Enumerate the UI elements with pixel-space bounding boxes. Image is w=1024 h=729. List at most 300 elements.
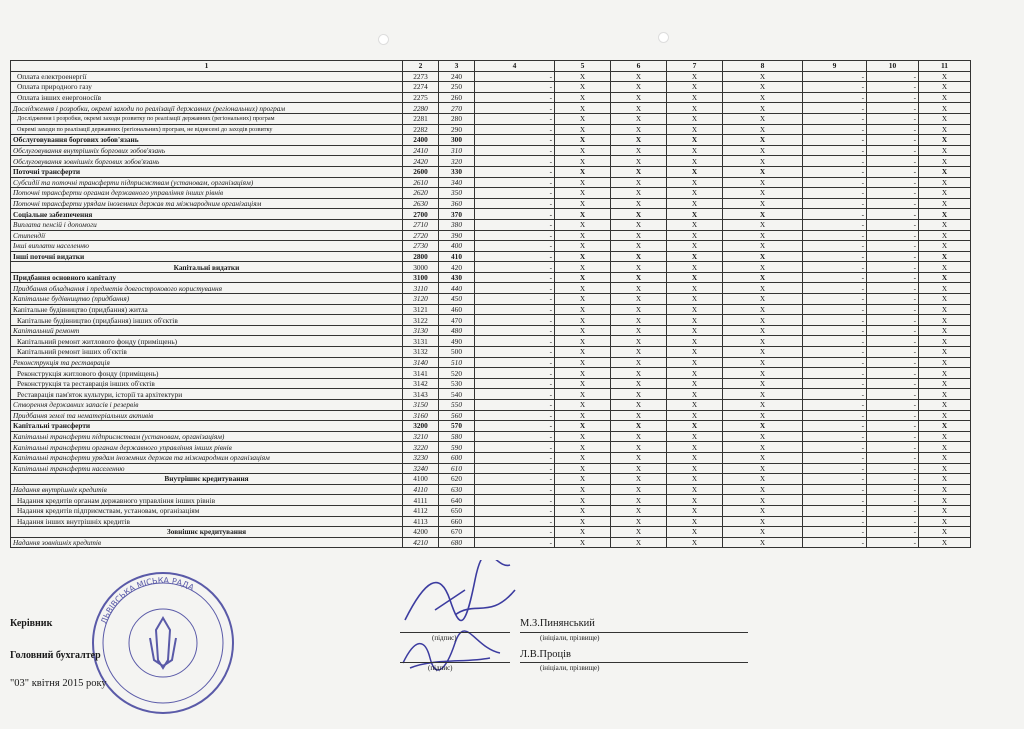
row-name-cell: Капітальні трансферти органам державного управління інших рівнів (11, 442, 403, 453)
cell-col-5: X (555, 124, 611, 135)
row-name-cell: Оплата електроенергії (11, 71, 403, 82)
cell-col-11: X (919, 135, 971, 146)
cell-col-5: X (555, 336, 611, 347)
table-row (11, 209, 971, 220)
cell-col-6: X (611, 505, 667, 516)
header-row (11, 61, 971, 72)
row-code-cell: 3122 (403, 315, 439, 326)
cell-col-10: - (867, 135, 919, 146)
row-code-cell: 2600 (403, 166, 439, 177)
row-code-cell: 3130 (403, 325, 439, 336)
cell-col-6: X (611, 156, 667, 167)
row-name-cell: Капітальний ремонт житлового фонду (приміщень) (11, 336, 403, 347)
cell-col-9: - (803, 198, 867, 209)
cell-col-11: X (919, 315, 971, 326)
cell-col-8: X (723, 474, 803, 485)
table-row (11, 251, 971, 262)
cell-col-11: X (919, 272, 971, 283)
table-row (11, 463, 971, 474)
cell-col-8: X (723, 484, 803, 495)
row-code-cell: 2281 (403, 113, 439, 124)
cell-col-9: - (803, 251, 867, 262)
table-row (11, 505, 971, 516)
column-header-10: 10 (867, 61, 919, 72)
row-number-cell: 360 (439, 198, 475, 209)
row-number-cell: 650 (439, 505, 475, 516)
cell-col-6: X (611, 209, 667, 220)
cell-col-7: X (667, 166, 723, 177)
table-row (11, 442, 971, 453)
punch-hole (378, 34, 389, 45)
table-row (11, 484, 971, 495)
cell-col-6: X (611, 357, 667, 368)
cell-col-8: X (723, 283, 803, 294)
cell-col-9: - (803, 336, 867, 347)
cell-col-9: - (803, 400, 867, 411)
table-row (11, 145, 971, 156)
row-name-cell: Обслуговування зовнішніх боргових зобов'язань (11, 156, 403, 167)
accountant-sign-caption: (підпис) (428, 664, 453, 672)
table-row (11, 262, 971, 273)
table-row (11, 336, 971, 347)
cell-col-6: X (611, 304, 667, 315)
row-name-cell: Реконструкція житлового фонду (приміщень) (11, 368, 403, 379)
cell-col-7: X (667, 484, 723, 495)
cell-col-11: X (919, 283, 971, 294)
cell-col-10: - (867, 368, 919, 379)
cell-col-5: X (555, 315, 611, 326)
cell-col-9: - (803, 219, 867, 230)
table-row (11, 103, 971, 114)
cell-col-9: - (803, 442, 867, 453)
cell-col-9: - (803, 452, 867, 463)
cell-col-5: X (555, 516, 611, 527)
cell-col-6: X (611, 219, 667, 230)
row-code-cell: 3100 (403, 272, 439, 283)
cell-col-8: X (723, 262, 803, 273)
row-number-cell: 600 (439, 452, 475, 463)
cell-col-6: X (611, 336, 667, 347)
row-name-cell: Поточні трансферти урядам іноземних держав та міжнародним організаціям (11, 198, 403, 209)
row-code-cell: 4100 (403, 474, 439, 485)
cell-col-10: - (867, 474, 919, 485)
head-sign-caption: (підпис) (432, 634, 457, 642)
cell-col-11: X (919, 219, 971, 230)
cell-col-11: X (919, 251, 971, 262)
row-name-cell: Стипендії (11, 230, 403, 241)
cell-col-5: X (555, 241, 611, 252)
cell-col-7: X (667, 368, 723, 379)
row-number-cell: 320 (439, 156, 475, 167)
cell-col-5: X (555, 82, 611, 93)
cell-col-7: X (667, 378, 723, 389)
cell-col-7: X (667, 463, 723, 474)
table-row (11, 92, 971, 103)
cell-col-6: X (611, 442, 667, 453)
row-number-cell: 410 (439, 251, 475, 262)
cell-col-5: X (555, 474, 611, 485)
row-name-cell: Поточні трансферти органам державного управління інших рівнів (11, 188, 403, 199)
row-code-cell: 2610 (403, 177, 439, 188)
cell-col-7: X (667, 241, 723, 252)
cell-col-10: - (867, 166, 919, 177)
row-code-cell: 3131 (403, 336, 439, 347)
cell-col-4: - (475, 527, 555, 538)
row-number-cell: 520 (439, 368, 475, 379)
cell-col-9: - (803, 92, 867, 103)
cell-col-5: X (555, 389, 611, 400)
cell-col-10: - (867, 145, 919, 156)
table-row (11, 113, 971, 124)
row-code-cell: 2730 (403, 241, 439, 252)
row-number-cell: 680 (439, 537, 475, 548)
cell-col-9: - (803, 272, 867, 283)
head-signature-line (400, 632, 510, 633)
cell-col-9: - (803, 463, 867, 474)
cell-col-11: X (919, 241, 971, 252)
cell-col-7: X (667, 400, 723, 411)
cell-col-10: - (867, 71, 919, 82)
table-row (11, 166, 971, 177)
cell-col-9: - (803, 304, 867, 315)
cell-col-10: - (867, 124, 919, 135)
cell-col-6: X (611, 145, 667, 156)
cell-col-4: - (475, 516, 555, 527)
table-row (11, 431, 971, 442)
table-row (11, 188, 971, 199)
cell-col-4: - (475, 283, 555, 294)
row-name-cell: Придбання обладнання і предметів довгострокового користування (11, 283, 403, 294)
table-row (11, 495, 971, 506)
row-number-cell: 590 (439, 442, 475, 453)
cell-col-9: - (803, 209, 867, 220)
row-name-cell: Капітальне будівництво (придбання) житла (11, 304, 403, 315)
table-row (11, 389, 971, 400)
cell-col-10: - (867, 527, 919, 538)
cell-col-6: X (611, 368, 667, 379)
cell-col-5: X (555, 410, 611, 421)
cell-col-11: X (919, 156, 971, 167)
cell-col-4: - (475, 92, 555, 103)
cell-col-9: - (803, 103, 867, 114)
cell-col-8: X (723, 378, 803, 389)
row-code-cell: 2620 (403, 188, 439, 199)
cell-col-6: X (611, 315, 667, 326)
row-code-cell: 2700 (403, 209, 439, 220)
cell-col-5: X (555, 325, 611, 336)
cell-col-9: - (803, 474, 867, 485)
cell-col-4: - (475, 209, 555, 220)
cell-col-6: X (611, 113, 667, 124)
cell-col-10: - (867, 452, 919, 463)
cell-col-4: - (475, 166, 555, 177)
row-name-cell: Оплата природного газу (11, 82, 403, 93)
cell-col-5: X (555, 262, 611, 273)
cell-col-5: X (555, 357, 611, 368)
cell-col-10: - (867, 113, 919, 124)
cell-col-7: X (667, 124, 723, 135)
cell-col-10: - (867, 262, 919, 273)
cell-col-8: X (723, 124, 803, 135)
row-code-cell: 3150 (403, 400, 439, 411)
cell-col-9: - (803, 527, 867, 538)
row-name-cell: Окремі заходи по реалізації державних (регіональних) програм, не віднесені до заходів розвитку (11, 124, 403, 135)
cell-col-8: X (723, 230, 803, 241)
cell-col-8: X (723, 82, 803, 93)
cell-col-9: - (803, 347, 867, 358)
cell-col-8: X (723, 368, 803, 379)
row-code-cell: 4200 (403, 527, 439, 538)
cell-col-7: X (667, 315, 723, 326)
row-number-cell: 570 (439, 421, 475, 432)
row-code-cell: 3140 (403, 357, 439, 368)
cell-col-4: - (475, 82, 555, 93)
cell-col-5: X (555, 103, 611, 114)
row-name-cell: Поточні трансферти (11, 166, 403, 177)
row-code-cell: 4113 (403, 516, 439, 527)
cell-col-5: X (555, 188, 611, 199)
cell-col-9: - (803, 378, 867, 389)
cell-col-10: - (867, 315, 919, 326)
row-code-cell: 3220 (403, 442, 439, 453)
cell-col-9: - (803, 241, 867, 252)
cell-col-6: X (611, 82, 667, 93)
cell-col-7: X (667, 537, 723, 548)
row-code-cell: 3110 (403, 283, 439, 294)
cell-col-4: - (475, 262, 555, 273)
cell-col-11: X (919, 495, 971, 506)
cell-col-4: - (475, 484, 555, 495)
cell-col-10: - (867, 251, 919, 262)
cell-col-7: X (667, 304, 723, 315)
cell-col-4: - (475, 145, 555, 156)
cell-col-4: - (475, 452, 555, 463)
cell-col-10: - (867, 410, 919, 421)
cell-col-5: X (555, 368, 611, 379)
cell-col-8: X (723, 442, 803, 453)
cell-col-9: - (803, 389, 867, 400)
row-name-cell: Капітальні видатки (11, 262, 403, 273)
cell-col-10: - (867, 463, 919, 474)
cell-col-11: X (919, 145, 971, 156)
cell-col-4: - (475, 537, 555, 548)
row-code-cell: 3200 (403, 421, 439, 432)
row-number-cell: 270 (439, 103, 475, 114)
row-code-cell: 2400 (403, 135, 439, 146)
cell-col-7: X (667, 262, 723, 273)
cell-col-8: X (723, 516, 803, 527)
row-name-cell: Соціальне забезпечення (11, 209, 403, 220)
cell-col-4: - (475, 336, 555, 347)
table-row (11, 304, 971, 315)
cell-col-7: X (667, 71, 723, 82)
cell-col-10: - (867, 421, 919, 432)
punch-hole (658, 32, 669, 43)
row-number-cell: 250 (439, 82, 475, 93)
cell-col-5: X (555, 156, 611, 167)
cell-col-10: - (867, 325, 919, 336)
cell-col-11: X (919, 484, 971, 495)
row-code-cell: 3121 (403, 304, 439, 315)
report-date: "03" квітня 2015 року (10, 678, 107, 689)
cell-col-4: - (475, 198, 555, 209)
row-number-cell: 370 (439, 209, 475, 220)
cell-col-9: - (803, 230, 867, 241)
row-number-cell: 330 (439, 166, 475, 177)
cell-col-5: X (555, 113, 611, 124)
cell-col-6: X (611, 495, 667, 506)
table-row (11, 272, 971, 283)
cell-col-7: X (667, 452, 723, 463)
accountant-label: Головний бухгалтер (10, 650, 101, 661)
row-code-cell: 3132 (403, 347, 439, 358)
cell-col-7: X (667, 431, 723, 442)
table-row (11, 294, 971, 305)
accountant-name-line (520, 662, 748, 663)
row-name-cell: Придбання основного капіталу (11, 272, 403, 283)
row-name-cell: Капітальний ремонт інших об'єктів (11, 347, 403, 358)
cell-col-11: X (919, 113, 971, 124)
row-name-cell: Реконструкція та реставрація інших об'єктів (11, 378, 403, 389)
cell-col-7: X (667, 505, 723, 516)
cell-col-6: X (611, 124, 667, 135)
table-row (11, 347, 971, 358)
cell-col-6: X (611, 431, 667, 442)
cell-col-4: - (475, 241, 555, 252)
cell-col-6: X (611, 241, 667, 252)
row-number-cell: 430 (439, 272, 475, 283)
cell-col-10: - (867, 241, 919, 252)
cell-col-11: X (919, 505, 971, 516)
cell-col-6: X (611, 537, 667, 548)
row-name-cell: Надання внутрішніх кредитів (11, 484, 403, 495)
cell-col-8: X (723, 389, 803, 400)
cell-col-5: X (555, 505, 611, 516)
row-code-cell: 2274 (403, 82, 439, 93)
cell-col-5: X (555, 219, 611, 230)
row-name-cell: Надання кредитів підприємствам, установам, організаціям (11, 505, 403, 516)
cell-col-6: X (611, 166, 667, 177)
column-header-8: 8 (723, 61, 803, 72)
table-row (11, 156, 971, 167)
cell-col-6: X (611, 262, 667, 273)
table-row (11, 474, 971, 485)
cell-col-9: - (803, 537, 867, 548)
cell-col-5: X (555, 304, 611, 315)
cell-col-8: X (723, 188, 803, 199)
row-name-cell: Зовнішнє кредитування (11, 527, 403, 538)
cell-col-8: X (723, 495, 803, 506)
expenditure-table (10, 60, 971, 548)
cell-col-4: - (475, 103, 555, 114)
cell-col-6: X (611, 198, 667, 209)
row-name-cell: Дослідження і розробки, окремі заходи по реалізації державних (регіональних) програм (11, 103, 403, 114)
row-name-cell: Виплата пенсій і допомоги (11, 219, 403, 230)
row-name-cell: Капітальне будівництво (придбання) інших об'єктів (11, 315, 403, 326)
cell-col-4: - (475, 230, 555, 241)
row-name-cell: Капітальні трансферти підприємствам (установам, організаціям) (11, 431, 403, 442)
cell-col-11: X (919, 304, 971, 315)
cell-col-6: X (611, 71, 667, 82)
cell-col-10: - (867, 283, 919, 294)
column-header-7: 7 (667, 61, 723, 72)
cell-col-4: - (475, 421, 555, 432)
cell-col-8: X (723, 166, 803, 177)
cell-col-4: - (475, 410, 555, 421)
cell-col-9: - (803, 294, 867, 305)
cell-col-10: - (867, 188, 919, 199)
cell-col-8: X (723, 145, 803, 156)
table-row (11, 71, 971, 82)
cell-col-7: X (667, 357, 723, 368)
cell-col-10: - (867, 92, 919, 103)
cell-col-11: X (919, 230, 971, 241)
head-initials-caption: (ініціали, прізвище) (540, 634, 600, 642)
cell-col-4: - (475, 378, 555, 389)
cell-col-10: - (867, 442, 919, 453)
cell-col-10: - (867, 156, 919, 167)
row-number-cell: 630 (439, 484, 475, 495)
cell-col-11: X (919, 368, 971, 379)
row-number-cell: 280 (439, 113, 475, 124)
cell-col-8: X (723, 209, 803, 220)
cell-col-7: X (667, 113, 723, 124)
cell-col-8: X (723, 537, 803, 548)
row-name-cell: Надання кредитів органам державного управління інших рівнів (11, 495, 403, 506)
cell-col-7: X (667, 527, 723, 538)
cell-col-8: X (723, 156, 803, 167)
cell-col-4: - (475, 400, 555, 411)
cell-col-11: X (919, 421, 971, 432)
row-code-cell: 2800 (403, 251, 439, 262)
cell-col-6: X (611, 389, 667, 400)
cell-col-5: X (555, 209, 611, 220)
row-number-cell: 610 (439, 463, 475, 474)
column-header-3: 3 (439, 61, 475, 72)
cell-col-4: - (475, 272, 555, 283)
cell-col-11: X (919, 357, 971, 368)
cell-col-4: - (475, 177, 555, 188)
cell-col-9: - (803, 421, 867, 432)
cell-col-10: - (867, 357, 919, 368)
row-number-cell: 260 (439, 92, 475, 103)
cell-col-9: - (803, 135, 867, 146)
cell-col-11: X (919, 378, 971, 389)
cell-col-7: X (667, 92, 723, 103)
row-number-cell: 530 (439, 378, 475, 389)
cell-col-8: X (723, 71, 803, 82)
cell-col-9: - (803, 325, 867, 336)
column-header-1: 1 (11, 61, 403, 72)
cell-col-4: - (475, 219, 555, 230)
row-number-cell: 240 (439, 71, 475, 82)
cell-col-6: X (611, 400, 667, 411)
cell-col-9: - (803, 516, 867, 527)
row-code-cell: 3120 (403, 294, 439, 305)
row-number-cell: 510 (439, 357, 475, 368)
cell-col-8: X (723, 336, 803, 347)
cell-col-9: - (803, 166, 867, 177)
cell-col-11: X (919, 442, 971, 453)
row-number-cell: 470 (439, 315, 475, 326)
table-row (11, 230, 971, 241)
cell-col-5: X (555, 495, 611, 506)
cell-col-5: X (555, 400, 611, 411)
cell-col-5: X (555, 166, 611, 177)
row-name-cell: Реконструкція та реставрація (11, 357, 403, 368)
row-code-cell: 4210 (403, 537, 439, 548)
cell-col-10: - (867, 495, 919, 506)
